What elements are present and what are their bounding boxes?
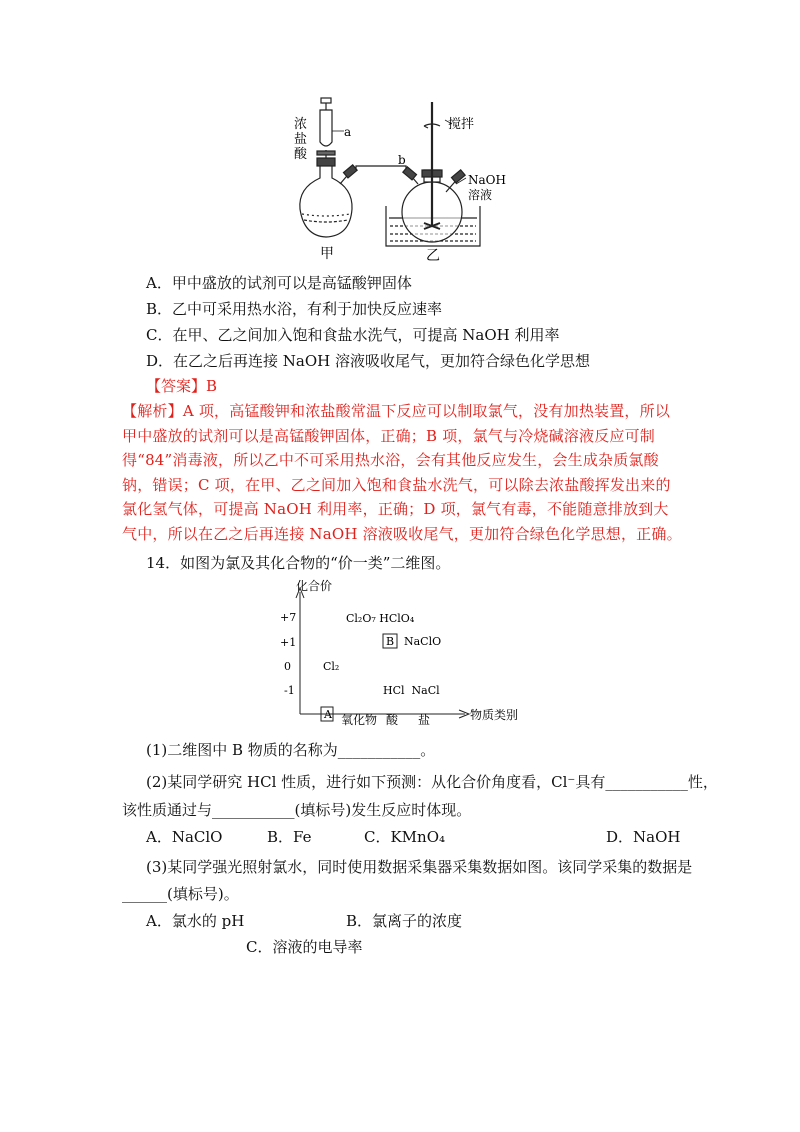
conc-hcl-label-3: 酸 <box>294 147 308 162</box>
b-box-label: B <box>386 635 395 648</box>
y-tick-plus1: +1 <box>280 636 297 649</box>
q14-sub2-option-a: A．NaClO <box>146 828 223 846</box>
q14-sub3-option-b: B．氯离子的浓度 <box>346 912 463 930</box>
q13-option-c: C．在甲、乙之间加入饱和食盐水洗气，可提高 NaOH 利用率 <box>146 326 560 344</box>
jia-label: 甲 <box>320 246 334 262</box>
x-axis-title: 物质类别 <box>470 708 519 722</box>
naclo-label: NaClO <box>404 635 442 648</box>
q14-stem: 14．如图为氯及其化合物的“价一类”二维图。 <box>146 554 451 572</box>
y-tick-0: 0 <box>284 660 291 673</box>
naoh-solution-label: 溶液 <box>468 188 493 202</box>
answer-value: B <box>206 377 218 395</box>
q14-sub1: (1)二维图中 B 物质的名称为___________。 <box>146 741 436 759</box>
q14-sub3-option-a: A．氯水的 pH <box>146 912 245 930</box>
explanation <box>122 399 682 546</box>
cl2-label: Cl₂ <box>323 660 340 673</box>
y-axis-title: 化合价 <box>296 579 333 593</box>
hcl-nacl-label: HCl NaCl <box>383 684 440 697</box>
yi-label: 乙 <box>426 248 440 264</box>
q14-sub2-option-d: D．NaOH <box>606 828 681 846</box>
q13-option-a: A．甲中盛放的试剂可以是高锰酸钾固体 <box>146 274 412 292</box>
q13-option-d: D．在乙之后再连接 NaOH 溶液吸收尾气，更加符合绿色化学思想 <box>146 352 591 370</box>
naoh-label: NaOH <box>468 173 506 187</box>
q14-sub3-line2: ______(填标号)。 <box>122 885 239 903</box>
q14-sub2-option-c: C．KMnO₄ <box>364 828 446 846</box>
x-tick-acid: 酸 <box>386 713 399 727</box>
x-tick-oxide: 氧化物 <box>341 713 378 727</box>
cl2o7-hclo4-label: Cl₂O₇ HClO₄ <box>346 612 415 625</box>
x-tick-salt: 盐 <box>418 713 431 727</box>
answer-label: 【答案】 <box>146 377 207 395</box>
conc-hcl-label-2: 盐 <box>294 132 308 147</box>
label-a: a <box>344 125 352 139</box>
valence-category-chart <box>280 576 530 728</box>
answer-line <box>146 376 217 396</box>
q14-sub2-option-b: B．Fe <box>267 828 312 846</box>
explanation-label: 【解析】 <box>122 402 183 420</box>
q14-sub2-line2: 该性质通过与___________(填标号)发生反应时体现。 <box>122 801 472 819</box>
x-tick-a: A <box>324 708 332 721</box>
q14-sub3-option-c: C．溶液的电导率 <box>246 938 363 956</box>
q14-sub2-line1: (2)某同学研究 HCl 性质，进行如下预测：从化合价角度看，Cl⁻具有___________性， <box>146 773 718 791</box>
y-tick-minus1: -1 <box>284 684 295 697</box>
explanation-text: A 项，高锰酸钾和浓盐酸常温下反应可以制取氯气，没有加热装置，所以甲中盛放的试剂可以是高锰酸钾固体，正确；B 项，氯气与冷烧碱溶液反应可制得“84”消毒液，所以乙中不可采用热水浴，会有其他反应发生，会生成杂质氯酸钠，错误；C 项，在甲、乙之间加入饱和食盐水洗气，可以除去浓盐酸挥发出来的氯化氢气体，可提高 NaOH 利用率，正确；D 项，氯气有毒，不能随意排放到大气中，所以在乙之后再连接 NaOH 溶液吸收尾气，更加符合绿色化学思想，正确。 <box>122 402 682 543</box>
y-tick-plus7: +7 <box>280 611 297 624</box>
apparatus-figure <box>280 96 520 266</box>
q13-option-b: B．乙中可采用热水浴，有利于加快反应速率 <box>146 300 443 318</box>
q14-sub3-line1: (3)某同学强光照射氯水，同时使用数据采集器采集数据如图。该同学采集的数据是 <box>146 858 693 876</box>
conc-hcl-label-1: 浓 <box>294 117 308 132</box>
stir-label: 搅拌 <box>448 117 475 132</box>
label-b: b <box>398 153 406 167</box>
